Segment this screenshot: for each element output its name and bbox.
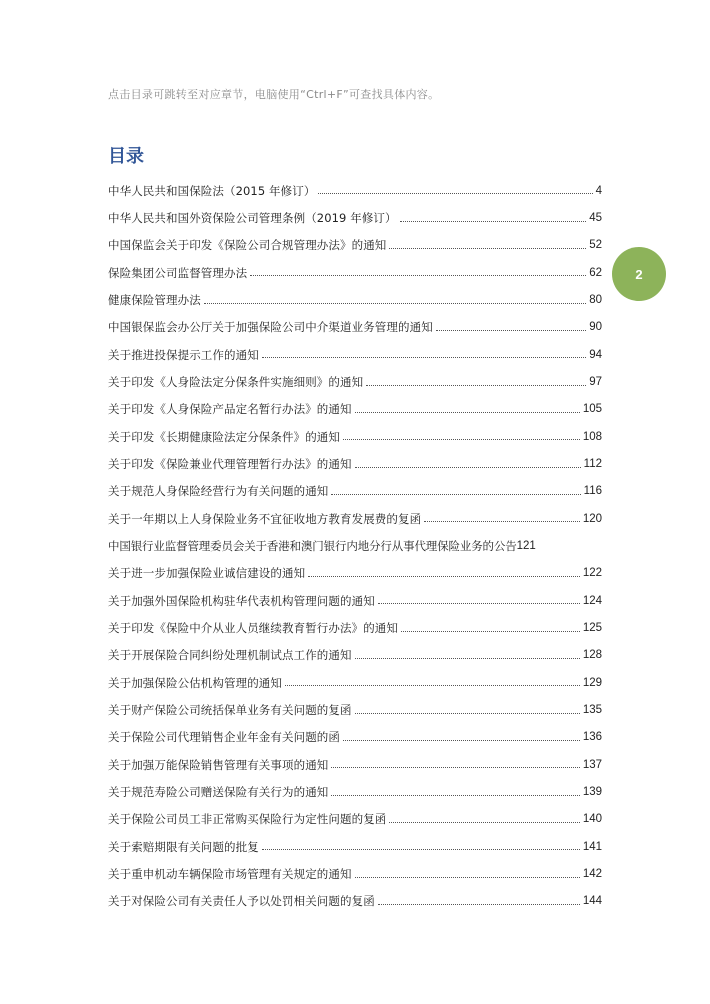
toc-entry[interactable] xyxy=(108,580,602,607)
toc-entry-title: 关于财产保险公司统括保单业务有关问题的复函 xyxy=(108,703,352,718)
toc-entry-title: 关于重申机动车辆保险市场管理有关规定的通知 xyxy=(108,867,352,882)
toc-entry-title: 健康保险管理办法 xyxy=(108,293,201,308)
toc-entry[interactable] xyxy=(108,279,602,306)
page-number-badge: 2 xyxy=(612,247,666,301)
toc-entry-title: 关于保险公司员工非正常购买保险行为定性问题的复函 xyxy=(108,812,387,827)
toc-entry[interactable] xyxy=(108,225,602,252)
toc-entry-title: 保险集团公司监督管理办法 xyxy=(108,265,248,280)
toc-entry[interactable] xyxy=(108,416,602,443)
toc-entry[interactable] xyxy=(108,170,602,197)
toc-dot-leader xyxy=(355,658,580,659)
toc-entry-page: 142 xyxy=(582,868,602,881)
toc-entry-page: 125 xyxy=(582,622,602,635)
toc-entry-title: 关于进一步加强保险业诚信建设的通知 xyxy=(108,566,306,581)
toc-entry-page: 136 xyxy=(582,731,602,744)
toc-entry-title: 关于加强万能保险销售管理有关事项的通知 xyxy=(108,757,329,772)
toc-heading: 目录 xyxy=(108,146,144,167)
toc-entry-title: 关于印发《人身险法定分保条件实施细则》的通知 xyxy=(108,375,364,390)
toc-entry[interactable] xyxy=(108,689,602,716)
toc-dot-leader xyxy=(378,904,580,905)
toc-dot-leader xyxy=(355,877,580,878)
toc-dot-leader xyxy=(331,795,579,796)
toc-entry-page: 105 xyxy=(582,403,602,416)
toc-dot-leader xyxy=(424,521,580,522)
toc-dot-leader xyxy=(378,603,580,604)
toc-entry-page: 108 xyxy=(582,430,602,443)
toc-dot-leader xyxy=(331,494,580,495)
toc-entry-page: 62 xyxy=(589,266,602,279)
toc-entry-title: 关于加强外国保险机构驻华代表机构管理问题的通知 xyxy=(108,593,375,608)
toc-entry[interactable] xyxy=(108,662,602,689)
toc-dot-leader xyxy=(262,849,580,850)
toc-entry-page: 80 xyxy=(589,294,602,307)
toc-entry-page: 90 xyxy=(589,321,602,334)
toc-dot-leader xyxy=(262,357,586,358)
toc-entry[interactable] xyxy=(108,471,602,498)
toc-entry-page: 139 xyxy=(582,786,602,799)
toc-entry[interactable] xyxy=(108,853,602,880)
toc-entry-title: 关于加强保险公估机构管理的通知 xyxy=(108,675,282,690)
toc-entry[interactable] xyxy=(108,607,602,634)
toc-entry[interactable] xyxy=(108,881,602,908)
toc-dot-leader xyxy=(355,412,580,413)
toc-entry-title: 中国银保监会办公厅关于加强保险公司中介渠道业务管理的通知 xyxy=(108,320,433,335)
toc-dot-leader xyxy=(343,439,580,440)
toc-entry-title: 关于规范寿险公司赠送保险有关行为的通知 xyxy=(108,785,329,800)
toc-entry-page: 141 xyxy=(582,840,602,853)
toc-entry[interactable] xyxy=(108,197,602,224)
toc-dot-leader xyxy=(401,631,580,632)
toc-entry-page: 116 xyxy=(583,485,602,498)
toc-entry[interactable] xyxy=(108,635,602,662)
toc-dot-leader xyxy=(355,467,581,468)
toc-dot-leader xyxy=(355,713,580,714)
toc-entry-title: 关于对保险公司有关责任人予以处罚相关问题的复函 xyxy=(108,894,375,909)
toc-dot-leader xyxy=(400,221,587,222)
toc-entry[interactable] xyxy=(108,553,602,580)
toc-dot-leader xyxy=(204,303,586,304)
navigation-hint: 点击目录可跳转至对应章节，电脑使用“Ctrl+F”可查找具体内容。 xyxy=(108,88,440,101)
toc-entry[interactable] xyxy=(108,252,602,279)
toc-entry-page: 121 xyxy=(516,540,536,553)
toc-entry-page: 140 xyxy=(582,813,602,826)
toc-entry[interactable] xyxy=(108,744,602,771)
toc-entry-title: 关于印发《人身保险产品定名暂行办法》的通知 xyxy=(108,402,352,417)
toc-entry[interactable] xyxy=(108,334,602,361)
toc-entry-page: 97 xyxy=(589,376,602,389)
toc-entry-page: 4 xyxy=(595,184,602,197)
toc-entry-page: 129 xyxy=(582,676,602,689)
toc-entry-page: 128 xyxy=(582,649,602,662)
toc-entry-page: 144 xyxy=(582,895,602,908)
toc-entry-title: 关于索赔期限有关问题的批复 xyxy=(108,839,259,854)
toc-entry-title: 关于一年期以上人身保险业务不宜征收地方教育发展费的复函 xyxy=(108,511,422,526)
toc-entry-page: 120 xyxy=(582,512,602,525)
toc-dot-leader xyxy=(318,193,592,194)
toc-entry-page: 45 xyxy=(589,212,602,225)
toc-dot-leader xyxy=(331,767,579,768)
table-of-contents xyxy=(108,170,602,908)
toc-entry[interactable] xyxy=(108,717,602,744)
toc-entry[interactable] xyxy=(108,443,602,470)
toc-entry-page: 94 xyxy=(589,348,602,361)
toc-entry[interactable] xyxy=(108,389,602,416)
toc-dot-leader xyxy=(389,248,586,249)
toc-dot-leader xyxy=(308,576,580,577)
toc-entry-title: 中华人民共和国外资保险公司管理条例（2019 年修订） xyxy=(108,211,397,226)
toc-entry-title: 关于印发《长期健康险法定分保条件》的通知 xyxy=(108,429,340,444)
toc-entry-page: 52 xyxy=(589,239,602,252)
toc-entry-title: 关于开展保险合同纠纷处理机制试点工作的通知 xyxy=(108,648,352,663)
toc-entry-title: 关于印发《保险兼业代理管理暂行办法》的通知 xyxy=(108,457,352,472)
toc-entry-title: 中国银行业监督管理委员会关于香港和澳门银行内地分行从事代理保险业务的公告 xyxy=(108,539,517,554)
toc-dot-leader xyxy=(250,275,586,276)
toc-entry[interactable] xyxy=(108,799,602,826)
toc-entry-title: 关于保险公司代理销售企业年金有关问题的函 xyxy=(108,730,340,745)
toc-entry-title: 关于规范人身保险经营行为有关问题的通知 xyxy=(108,484,329,499)
toc-entry-title: 中华人民共和国保险法（2015 年修订） xyxy=(108,183,316,198)
toc-entry-title: 关于推进投保提示工作的通知 xyxy=(108,347,259,362)
toc-dot-leader xyxy=(366,385,586,386)
toc-dot-leader xyxy=(285,685,580,686)
toc-entry-page: 137 xyxy=(582,758,602,771)
toc-entry-page: 122 xyxy=(582,567,602,580)
toc-dot-leader xyxy=(389,822,579,823)
toc-entry[interactable] xyxy=(108,361,602,388)
toc-dot-leader xyxy=(343,740,580,741)
toc-entry[interactable] xyxy=(108,826,602,853)
toc-entry[interactable] xyxy=(108,525,602,552)
toc-entry-page: 124 xyxy=(582,594,602,607)
toc-entry[interactable] xyxy=(108,498,602,525)
toc-entry[interactable] xyxy=(108,307,602,334)
toc-entry[interactable] xyxy=(108,771,602,798)
toc-entry-title: 中国保监会关于印发《保险公司合规管理办法》的通知 xyxy=(108,238,387,253)
toc-entry-page: 135 xyxy=(582,704,602,717)
toc-entry-title: 关于印发《保险中介从业人员继续教育暂行办法》的通知 xyxy=(108,621,398,636)
toc-entry-page: 112 xyxy=(583,458,602,471)
toc-dot-leader xyxy=(436,330,586,331)
